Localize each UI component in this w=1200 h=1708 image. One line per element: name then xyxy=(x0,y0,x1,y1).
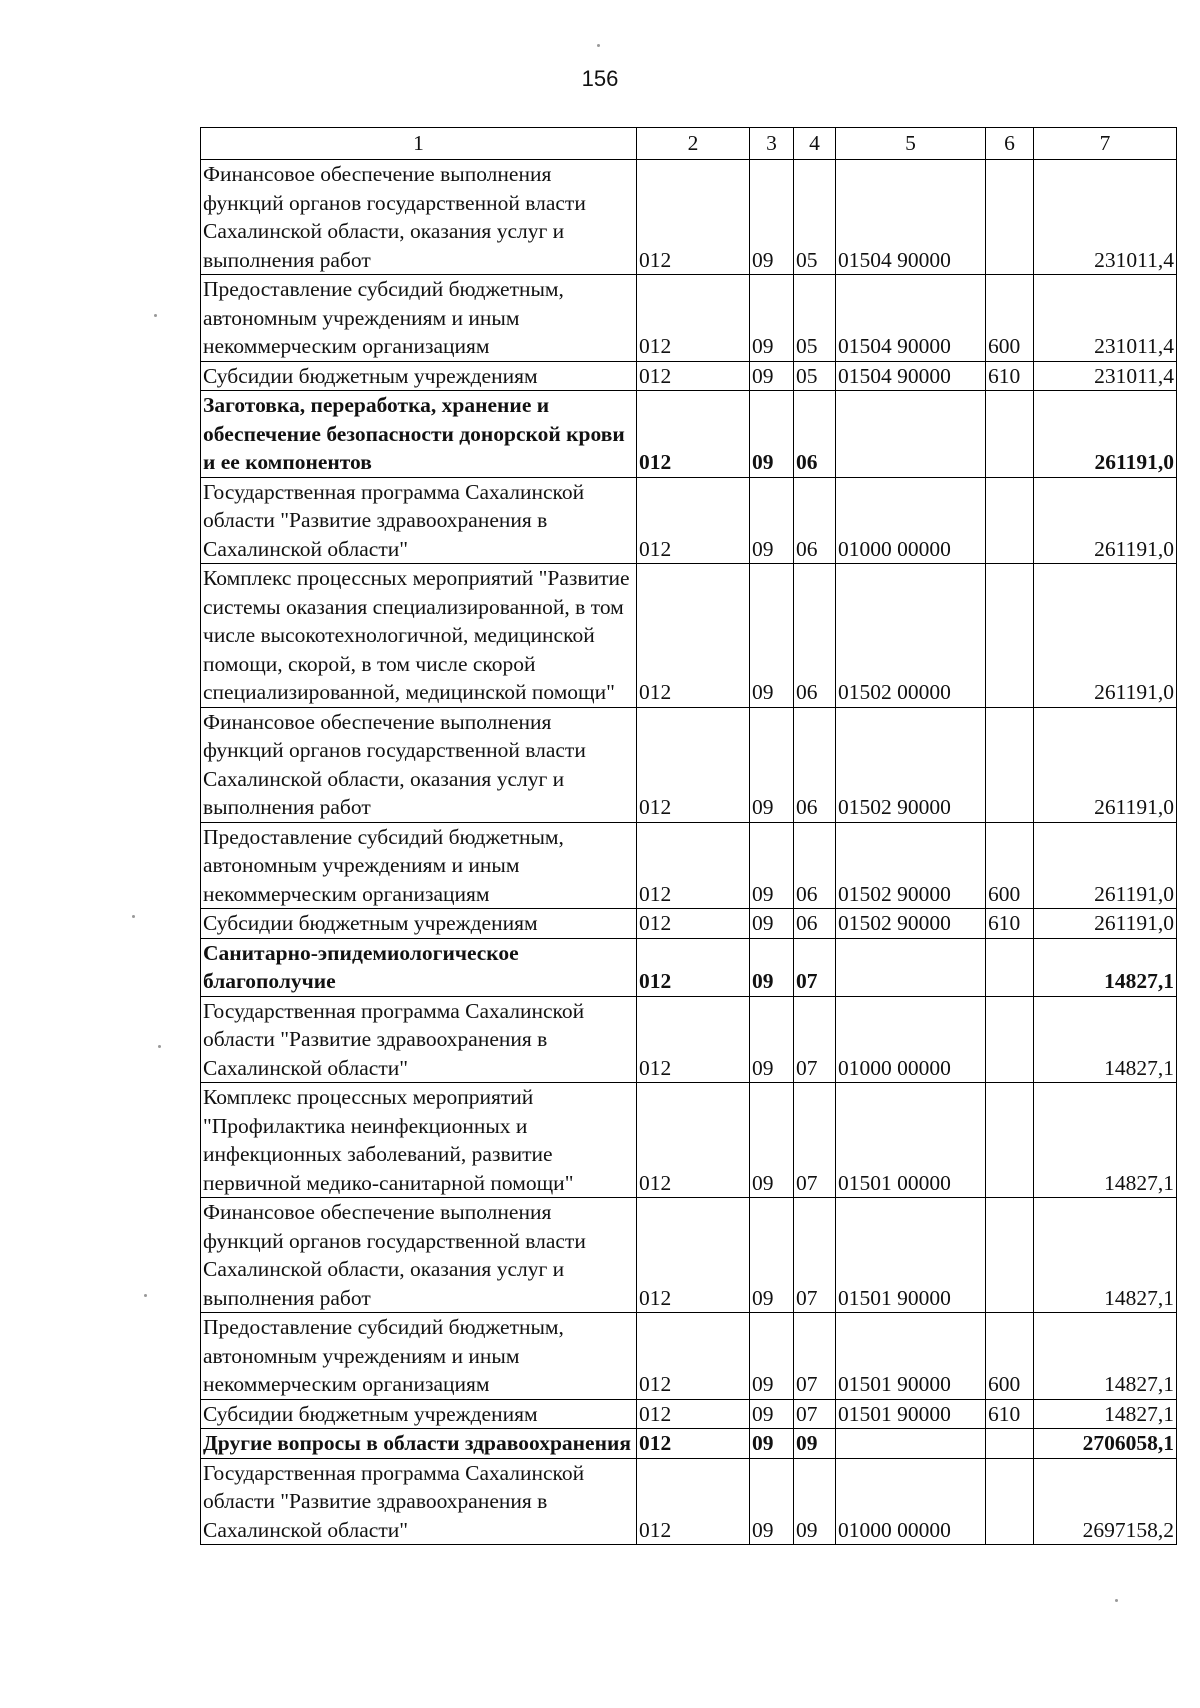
cell-col-5: 01504 90000 xyxy=(836,361,986,391)
table-row xyxy=(201,564,1177,708)
table-row xyxy=(201,1198,1177,1313)
row-name: Государственная программа Сахалинской области "Развитие здравоохранения в Сахалинской области" xyxy=(201,477,637,564)
cell-col-2: 012 xyxy=(637,1198,750,1313)
scan-speck xyxy=(158,1045,161,1048)
row-name: Субсидии бюджетным учреждениям xyxy=(201,361,637,391)
row-name: Комплекс процессных мероприятий "Развитие системы оказания специализированной, в том числе высокотехнологичной, медицинской помощи, скорой, в том числе скорой специализированной, медицинской помощи" xyxy=(201,564,637,708)
scan-speck xyxy=(1115,1599,1118,1602)
cell-col-4: 07 xyxy=(794,996,836,1083)
col-header-3: 3 xyxy=(750,128,794,160)
scan-speck xyxy=(144,1294,147,1297)
col-header-5: 5 xyxy=(836,128,986,160)
cell-col-6 xyxy=(986,938,1034,996)
cell-col-7: 261191,0 xyxy=(1034,707,1177,822)
cell-col-3: 09 xyxy=(750,275,794,362)
table-row xyxy=(201,391,1177,478)
row-name: Субсидии бюджетным учреждениям xyxy=(201,1399,637,1429)
table-row xyxy=(201,1399,1177,1429)
row-name: Финансовое обеспечение выполнения функций органов государственной власти Сахалинской области, оказания услуг и выполнения работ xyxy=(201,1198,637,1313)
cell-col-2: 012 xyxy=(637,938,750,996)
cell-col-6 xyxy=(986,1083,1034,1198)
row-name: Заготовка, переработка, хранение и обеспечение безопасности донорской крови и ее компонентов xyxy=(201,391,637,478)
row-name: Финансовое обеспечение выполнения функций органов государственной власти Сахалинской области, оказания услуг и выполнения работ xyxy=(201,707,637,822)
table-body xyxy=(201,160,1177,1545)
cell-col-7: 261191,0 xyxy=(1034,909,1177,939)
cell-col-5: 01502 00000 xyxy=(836,564,986,708)
table-row xyxy=(201,822,1177,909)
cell-col-6: 600 xyxy=(986,1313,1034,1400)
cell-col-6: 610 xyxy=(986,1399,1034,1429)
cell-col-5: 01504 90000 xyxy=(836,160,986,275)
cell-col-5: 01502 90000 xyxy=(836,909,986,939)
cell-col-2: 012 xyxy=(637,275,750,362)
cell-col-5: 01504 90000 xyxy=(836,275,986,362)
cell-col-4: 05 xyxy=(794,361,836,391)
cell-col-5: 01501 90000 xyxy=(836,1399,986,1429)
cell-col-6 xyxy=(986,1198,1034,1313)
cell-col-7: 14827,1 xyxy=(1034,1083,1177,1198)
cell-col-4: 09 xyxy=(794,1458,836,1545)
cell-col-3: 09 xyxy=(750,160,794,275)
cell-col-4: 06 xyxy=(794,477,836,564)
cell-col-2: 012 xyxy=(637,477,750,564)
cell-col-6 xyxy=(986,477,1034,564)
row-name: Предоставление субсидий бюджетным, автономным учреждениям и иным некоммерческим организациям xyxy=(201,822,637,909)
cell-col-5: 01000 00000 xyxy=(836,1458,986,1545)
row-name: Предоставление субсидий бюджетным, автономным учреждениям и иным некоммерческим организациям xyxy=(201,275,637,362)
row-name: Субсидии бюджетным учреждениям xyxy=(201,909,637,939)
row-name: Государственная программа Сахалинской области "Развитие здравоохранения в Сахалинской области" xyxy=(201,1458,637,1545)
budget-table xyxy=(200,127,1177,1545)
row-name: Комплекс процессных мероприятий "Профилактика неинфекционных и инфекционных заболеваний, развитие первичной медико-санитарной помощи" xyxy=(201,1083,637,1198)
cell-col-2: 012 xyxy=(637,1429,750,1459)
cell-col-4: 07 xyxy=(794,1198,836,1313)
cell-col-3: 09 xyxy=(750,1458,794,1545)
col-header-7: 7 xyxy=(1034,128,1177,160)
cell-col-3: 09 xyxy=(750,1429,794,1459)
cell-col-4: 06 xyxy=(794,564,836,708)
cell-col-7: 231011,4 xyxy=(1034,361,1177,391)
cell-col-6 xyxy=(986,564,1034,708)
cell-col-5: 01501 90000 xyxy=(836,1198,986,1313)
cell-col-3: 09 xyxy=(750,1083,794,1198)
cell-col-6 xyxy=(986,1458,1034,1545)
cell-col-2: 012 xyxy=(637,1083,750,1198)
cell-col-5: 01501 90000 xyxy=(836,1313,986,1400)
cell-col-6 xyxy=(986,996,1034,1083)
cell-col-2: 012 xyxy=(637,1313,750,1400)
cell-col-3: 09 xyxy=(750,391,794,478)
cell-col-7: 231011,4 xyxy=(1034,275,1177,362)
cell-col-6: 610 xyxy=(986,361,1034,391)
table-row xyxy=(201,275,1177,362)
cell-col-4: 07 xyxy=(794,1083,836,1198)
page-number: 156 xyxy=(581,66,619,91)
cell-col-3: 09 xyxy=(750,1313,794,1400)
cell-col-6: 600 xyxy=(986,822,1034,909)
table-row xyxy=(201,707,1177,822)
table-row xyxy=(201,477,1177,564)
cell-col-7: 14827,1 xyxy=(1034,1313,1177,1400)
cell-col-2: 012 xyxy=(637,707,750,822)
cell-col-6 xyxy=(986,1429,1034,1459)
cell-col-3: 09 xyxy=(750,564,794,708)
table-row xyxy=(201,1313,1177,1400)
table-row xyxy=(201,1429,1177,1459)
scan-speck xyxy=(132,915,135,918)
col-header-1: 1 xyxy=(201,128,637,160)
cell-col-7: 14827,1 xyxy=(1034,996,1177,1083)
cell-col-4: 06 xyxy=(794,707,836,822)
row-name: Государственная программа Сахалинской области "Развитие здравоохранения в Сахалинской области" xyxy=(201,996,637,1083)
cell-col-4: 05 xyxy=(794,160,836,275)
cell-col-4: 06 xyxy=(794,391,836,478)
cell-col-3: 09 xyxy=(750,361,794,391)
table-row xyxy=(201,1083,1177,1198)
scan-speck xyxy=(154,314,157,317)
cell-col-3: 09 xyxy=(750,938,794,996)
row-name: Другие вопросы в области здравоохранения xyxy=(201,1429,637,1459)
cell-col-5: 01502 90000 xyxy=(836,707,986,822)
cell-col-2: 012 xyxy=(637,822,750,909)
cell-col-4: 07 xyxy=(794,938,836,996)
table-row xyxy=(201,938,1177,996)
cell-col-3: 09 xyxy=(750,707,794,822)
cell-col-6 xyxy=(986,391,1034,478)
cell-col-6 xyxy=(986,160,1034,275)
col-header-6: 6 xyxy=(986,128,1034,160)
cell-col-3: 09 xyxy=(750,996,794,1083)
cell-col-3: 09 xyxy=(750,822,794,909)
cell-col-2: 012 xyxy=(637,1399,750,1429)
cell-col-3: 09 xyxy=(750,477,794,564)
table-row xyxy=(201,160,1177,275)
cell-col-2: 012 xyxy=(637,909,750,939)
table-row xyxy=(201,909,1177,939)
cell-col-2: 012 xyxy=(637,1458,750,1545)
cell-col-4: 06 xyxy=(794,909,836,939)
cell-col-5 xyxy=(836,1429,986,1459)
cell-col-5: 01501 00000 xyxy=(836,1083,986,1198)
cell-col-2: 012 xyxy=(637,564,750,708)
cell-col-5: 01502 90000 xyxy=(836,822,986,909)
table-row xyxy=(201,996,1177,1083)
cell-col-7: 2697158,2 xyxy=(1034,1458,1177,1545)
cell-col-2: 012 xyxy=(637,391,750,478)
row-name: Предоставление субсидий бюджетным, автономным учреждениям и иным некоммерческим организациям xyxy=(201,1313,637,1400)
cell-col-7: 14827,1 xyxy=(1034,938,1177,996)
cell-col-3: 09 xyxy=(750,1198,794,1313)
cell-col-7: 261191,0 xyxy=(1034,564,1177,708)
cell-col-7: 14827,1 xyxy=(1034,1198,1177,1313)
cell-col-5 xyxy=(836,938,986,996)
cell-col-4: 05 xyxy=(794,275,836,362)
table-row xyxy=(201,361,1177,391)
row-name: Санитарно-эпидемиологическое благополучие xyxy=(201,938,637,996)
row-name: Финансовое обеспечение выполнения функций органов государственной власти Сахалинской области, оказания услуг и выполнения работ xyxy=(201,160,637,275)
cell-col-7: 14827,1 xyxy=(1034,1399,1177,1429)
cell-col-4: 07 xyxy=(794,1399,836,1429)
col-header-4: 4 xyxy=(794,128,836,160)
cell-col-4: 09 xyxy=(794,1429,836,1459)
cell-col-7: 231011,4 xyxy=(1034,160,1177,275)
cell-col-4: 07 xyxy=(794,1313,836,1400)
cell-col-7: 261191,0 xyxy=(1034,477,1177,564)
table-row xyxy=(201,1458,1177,1545)
cell-col-2: 012 xyxy=(637,361,750,391)
cell-col-6: 610 xyxy=(986,909,1034,939)
cell-col-5: 01000 00000 xyxy=(836,996,986,1083)
cell-col-2: 012 xyxy=(637,996,750,1083)
col-header-2: 2 xyxy=(637,128,750,160)
cell-col-5: 01000 00000 xyxy=(836,477,986,564)
cell-col-7: 261191,0 xyxy=(1034,822,1177,909)
cell-col-7: 261191,0 xyxy=(1034,391,1177,478)
scan-speck xyxy=(597,44,600,47)
cell-col-6 xyxy=(986,707,1034,822)
cell-col-3: 09 xyxy=(750,1399,794,1429)
cell-col-7: 2706058,1 xyxy=(1034,1429,1177,1459)
cell-col-3: 09 xyxy=(750,909,794,939)
cell-col-2: 012 xyxy=(637,160,750,275)
header-row xyxy=(201,128,1177,160)
cell-col-5 xyxy=(836,391,986,478)
cell-col-6: 600 xyxy=(986,275,1034,362)
cell-col-4: 06 xyxy=(794,822,836,909)
